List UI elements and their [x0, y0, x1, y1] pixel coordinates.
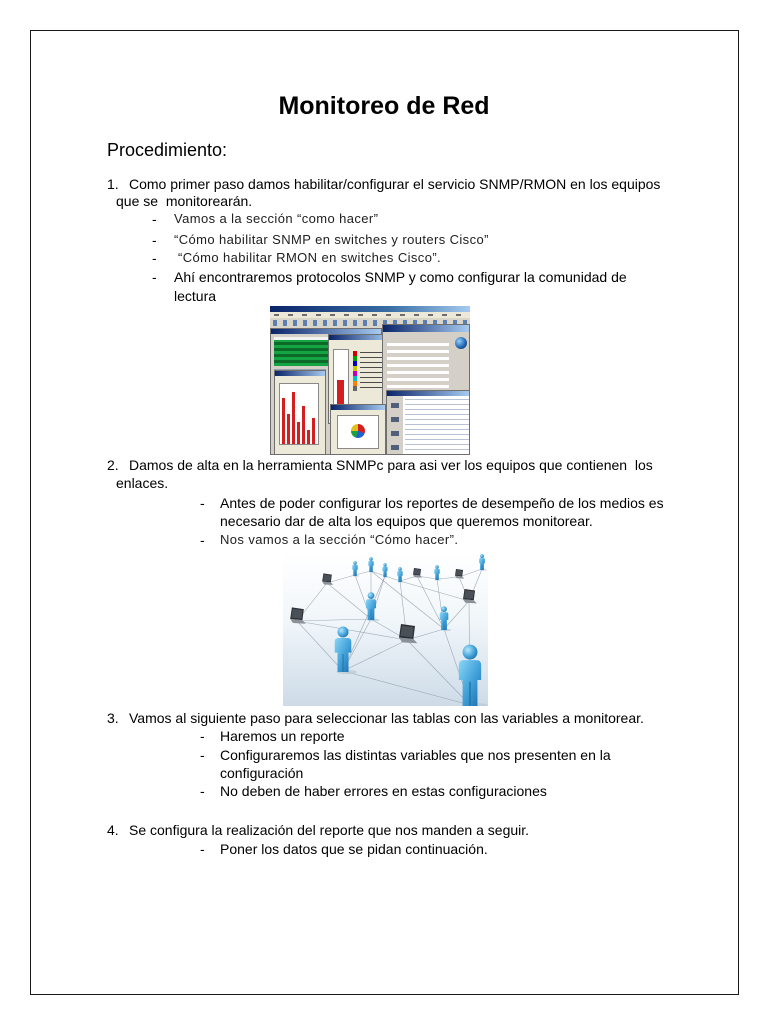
- chart-bar: [307, 430, 310, 444]
- bullet-text-line: No deben de haber errores en estas configuraciones: [220, 783, 547, 799]
- figure-head: [398, 567, 402, 571]
- network-illustration-image: [283, 552, 488, 706]
- step-text-line: enlaces.: [116, 475, 169, 491]
- figure-head: [441, 606, 447, 612]
- laptop-display: [323, 574, 331, 581]
- window-title-bar: [383, 325, 469, 332]
- laptop-display: [456, 570, 463, 576]
- step-text-line: Vamos al siguiente paso para seleccionar las tablas con las variables a monitorear.: [129, 710, 644, 726]
- document-title: Monitoreo de Red: [278, 92, 490, 120]
- figure-head: [435, 565, 439, 569]
- bullet-text-line: Nos vamos a la sección “Cómo hacer”.: [220, 532, 459, 547]
- bullet-dash: -: [152, 269, 157, 285]
- bar-chart-window: [274, 370, 326, 455]
- bullet-dash: -: [152, 232, 157, 248]
- bar-chart-area: [279, 383, 319, 445]
- bullet-dash: -: [200, 841, 205, 857]
- bullet-dash: -: [152, 250, 157, 266]
- bullet-text-line: necesario dar de alta los equipos que queremos monitorear.: [220, 513, 593, 529]
- bullet-dash: -: [200, 747, 205, 763]
- step-text-line: Como primer paso damos habilitar/configurar el servicio SNMP/RMON en los equipos: [129, 176, 661, 192]
- log-table-rows: [405, 398, 469, 454]
- snmpc-screenshot-image: [270, 306, 470, 455]
- laptop-display: [464, 590, 474, 599]
- bullet-dash: -: [200, 532, 205, 548]
- chart-bar: [287, 414, 290, 444]
- figure-head: [368, 592, 375, 599]
- figure-head: [353, 561, 357, 565]
- bullet-text-line: configuración: [220, 765, 304, 781]
- window-title-bar: [331, 405, 385, 410]
- window-title-bar: [329, 335, 389, 340]
- bullet-dash: -: [152, 211, 157, 227]
- step-number: 3.: [107, 710, 119, 726]
- figure-head: [369, 557, 373, 561]
- step-text-line: que se monitorearán.: [116, 193, 253, 209]
- chart-bar: [312, 418, 315, 444]
- pie-chart-window: [330, 404, 386, 455]
- bullet-dash: -: [200, 783, 205, 799]
- event-log-window: [386, 390, 470, 455]
- bullet-text-line: lectura: [174, 288, 217, 304]
- laptop-display: [400, 626, 413, 638]
- bullet-text-line: Haremos un reporte: [220, 728, 345, 744]
- globe-icon: [455, 337, 467, 349]
- laptop-display: [291, 609, 302, 619]
- step-number: 4.: [107, 822, 119, 838]
- log-sidebar-icons: [387, 396, 403, 455]
- step-number: 1.: [107, 176, 119, 192]
- bullet-dash: -: [200, 728, 205, 744]
- pie-chart-icon: [351, 424, 365, 438]
- chart-bar: [282, 398, 285, 444]
- bullet-text-line: “Cómo habilitar RMON en switches Cisco”.: [178, 250, 442, 265]
- bullet-text-line: Poner los datos que se pidan continuación.: [220, 841, 488, 857]
- traffic-panel: [274, 337, 330, 366]
- step-text-line: Se configura la realización del reporte que nos manden a seguir.: [129, 822, 530, 838]
- bullet-text-line: Antes de poder configurar los reportes de desempeño de los medios es: [220, 495, 664, 511]
- network-illustration-svg: [283, 552, 488, 706]
- legend-swatches: [353, 351, 357, 391]
- chart-bar: [297, 422, 300, 444]
- section-heading: Procedimiento:: [107, 140, 228, 160]
- figure-head: [480, 554, 484, 558]
- figure-head: [463, 645, 478, 660]
- step-number: 2.: [107, 457, 119, 473]
- bullet-dash: -: [200, 495, 205, 511]
- bullet-text-line: “Cómo habilitar SNMP en switches y routers Cisco”: [174, 232, 489, 247]
- figure-head: [337, 626, 348, 637]
- chart-bar: [292, 392, 295, 444]
- bullet-text-line: Ahí encontraremos protocolos SNMP y como configurar la comunidad de: [174, 269, 627, 285]
- bullet-text-line: Configuraremos las distintas variables que nos presenten en la: [220, 747, 611, 763]
- bullet-text-line: Vamos a la sección “como hacer”: [174, 211, 379, 226]
- pie-chart-area: [337, 415, 379, 449]
- laptop-display: [414, 569, 421, 575]
- figure-head: [383, 563, 386, 566]
- step-text-line: Damos de alta en la herramienta SNMPc para asi ver los equipos que contienen los: [129, 457, 653, 473]
- chart-bar: [302, 406, 305, 444]
- window-title-bar: [275, 371, 325, 376]
